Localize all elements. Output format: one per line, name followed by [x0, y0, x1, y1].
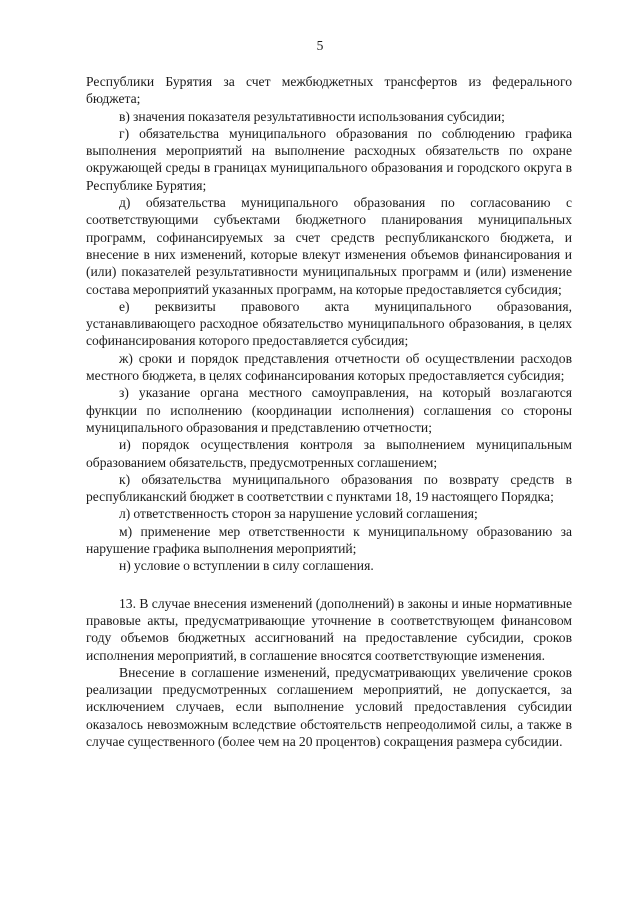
document-body	[86, 73, 572, 750]
paragraph-item-k: к) обязательства муниципального образования по возврату средств в республиканский бюджет в соответствии с пунктами 18, 19 настоящего Порядка;	[86, 471, 572, 505]
paragraph-item-e: е) реквизиты правового акта муниципального образования, устанавливающего расходное обязательство муниципального образования, в целях софинансирования которого предоставляется субсидия;	[86, 298, 572, 349]
paragraph-item-i: и) порядок осуществления контроля за выполнением муниципальным образованием обязательств, предусмотренных соглашением;	[86, 437, 572, 470]
paragraph-item-z: з) указание органа местного самоуправления, на который возлагаются функции по исполнению (координации исполнения) соглашения со стороны муниципального образования и представлению отчетности;	[86, 385, 572, 435]
paragraph-item-zh: ж) сроки и порядок представления отчетности об осуществлении расходов местного бюджета, в целях софинансирования которых предоставляется субсидия;	[86, 350, 572, 384]
paragraph-item-g: г) обязательства муниципального образования по соблюдению графика выполнения мероприятий на выполнение расходных обязательств по охране окружающей среды в границах муниципального образования и городского округа в Республике Бурятия;	[86, 125, 572, 193]
page-number: 5	[316, 38, 324, 53]
paragraph-continuation: Республики Бурятия за счет межбюджетных трансфертов из федерального бюджета;	[86, 74, 572, 107]
paragraph-item-l: л) ответственность сторон за нарушение условий соглашения;	[119, 506, 478, 522]
paragraph-section-13: 13. В случае внесения изменений (дополнений) в законы и иные нормативные правовые акты, предусматривающие уточнение в соответствующем финансовом году объемов бюджетных ассигнований на предоставление субсидии, сроков исполнения мероприятий, в соглашение вносятся соответствующие изменения.	[86, 595, 572, 663]
paragraph-item-m: м) применение мер ответственности к муниципальному образованию за нарушение графика выполнения мероприятий;	[86, 523, 572, 557]
paragraph-item-v: в) значения показателя результативности использования субсидии;	[119, 108, 505, 124]
paragraph-item-n: н) условие о вступлении в силу соглашения.	[119, 558, 374, 574]
paragraph-amendment-terms: Внесение в соглашение изменений, предусматривающих увеличение сроков реализации предусмотренных соглашением мероприятий, не допускается, за исключением случаев, если выполнение условий предоставления субсидии оказалось невозможным вследствие обстоятельств непреодолимой силы, а также в случае существенного (более чем на 20 процентов) сокращения размера субсидии.	[86, 664, 572, 749]
paragraph-item-d: д) обязательства муниципального образования по согласованию с соответствующими субъектами бюджетного планирования муниципальных программ, софинансируемых за счет средств республиканского бюджета, и внесение в них изменений, которые влекут изменения объемов финансирования и (или) показателей результативности муниципальных программ и (или) изменение состава мероприятий указанных программ, на которые предоставляется субсидия;	[86, 195, 572, 297]
